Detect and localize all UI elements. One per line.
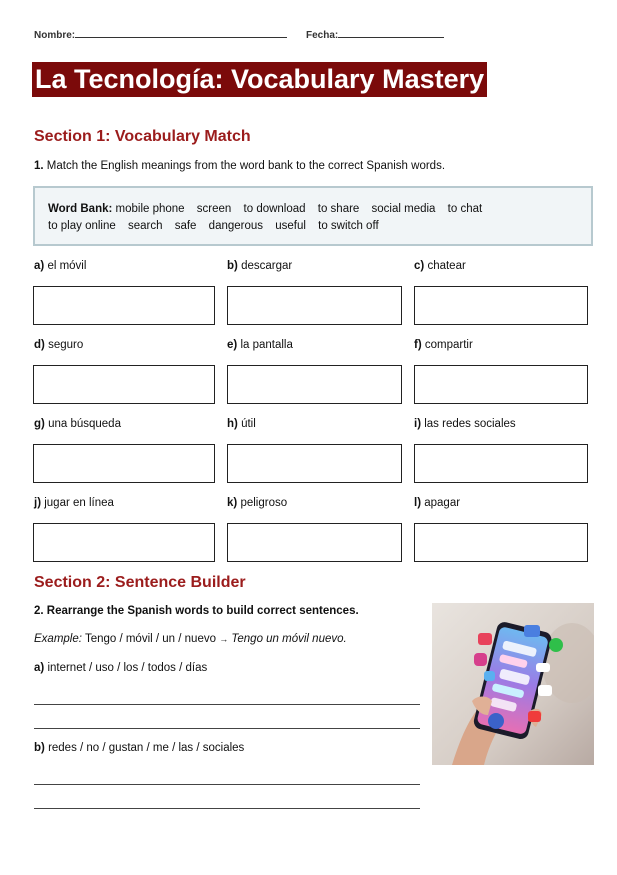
match-item-label	[414, 418, 516, 430]
item-letter: d)	[34, 339, 45, 351]
word-bank-word: safe	[174, 220, 197, 232]
name-line[interactable]	[75, 28, 287, 38]
item-letter: b)	[227, 260, 238, 272]
date-line[interactable]	[338, 28, 444, 38]
item-letter: h)	[227, 418, 238, 430]
item-word: una búsqueda	[48, 418, 121, 430]
item-letter: i)	[414, 418, 422, 430]
item-letter: g)	[34, 418, 45, 430]
instruction-text: Rearrange the Spanish words to build correct sentences.	[46, 605, 359, 617]
item-word: la pantalla	[240, 339, 293, 351]
item-words: internet / uso / los / todos / días	[47, 662, 208, 674]
match-item-label	[34, 260, 86, 272]
item-word: seguro	[48, 339, 84, 351]
item-letter: a)	[34, 662, 45, 674]
item-letter: l)	[414, 497, 422, 509]
item-letter: e)	[227, 339, 238, 351]
date-field	[306, 28, 444, 41]
name-label: Nombre:	[34, 30, 76, 41]
answer-line[interactable]	[34, 704, 420, 705]
item-letter: j)	[34, 497, 42, 509]
item-word: apagar	[424, 497, 461, 509]
word-bank-word: to switch off	[318, 220, 379, 232]
date-label: Fecha:	[306, 30, 339, 41]
answer-box[interactable]	[414, 523, 588, 562]
sentence-item	[34, 742, 244, 754]
item-word: útil	[241, 418, 256, 430]
word-bank-word: mobile phone	[115, 203, 185, 215]
match-item-label	[227, 260, 292, 272]
item-letter: c)	[414, 260, 425, 272]
match-item-label	[227, 418, 256, 430]
answer-box[interactable]	[33, 286, 215, 325]
answer-box[interactable]	[33, 365, 215, 404]
item-word: el móvil	[47, 260, 87, 272]
answer-box[interactable]	[414, 286, 588, 325]
arrow-icon: →	[219, 634, 229, 644]
example-prompt: Tengo / móvil / un / nuevo	[84, 633, 216, 645]
instruction-number: 1.	[34, 160, 44, 172]
phone-illustration	[432, 603, 594, 765]
word-bank-word: to download	[243, 203, 306, 215]
section-2-instruction	[34, 605, 359, 617]
answer-box[interactable]	[227, 444, 402, 483]
item-word: jugar en línea	[44, 497, 114, 509]
phone-photo	[432, 603, 594, 765]
match-item-label	[414, 497, 460, 509]
item-word: peligroso	[240, 497, 288, 509]
instruction-number: 2.	[34, 605, 44, 617]
item-words: redes / no / gustan / me / las / sociales	[48, 742, 245, 754]
name-field	[34, 28, 287, 41]
item-letter: k)	[227, 497, 238, 509]
word-bank-word: to chat	[447, 203, 483, 215]
word-bank-label: Word Bank:	[48, 203, 113, 215]
sentence-item	[34, 662, 207, 674]
word-bank-word: to share	[317, 203, 360, 215]
item-letter: f)	[414, 339, 422, 351]
answer-box[interactable]	[33, 444, 215, 483]
match-item-label	[414, 339, 473, 351]
answer-box[interactable]	[414, 365, 588, 404]
word-bank-word: useful	[275, 220, 306, 232]
answer-box[interactable]	[227, 286, 402, 325]
instruction-text: Match the English meanings from the word bank to the correct Spanish words.	[46, 160, 446, 172]
match-item-label	[34, 339, 83, 351]
example-label: Example:	[34, 633, 82, 645]
answer-box[interactable]	[33, 523, 215, 562]
item-word: chatear	[427, 260, 466, 272]
word-bank-word: social media	[371, 203, 436, 215]
answer-line[interactable]	[34, 808, 420, 809]
answer-box[interactable]	[227, 365, 402, 404]
section-2-heading: Section 2: Sentence Builder	[34, 574, 246, 591]
answer-line[interactable]	[34, 784, 420, 785]
item-word: compartir	[424, 339, 473, 351]
example-answer: Tengo un móvil nuevo.	[231, 633, 347, 645]
answer-box[interactable]	[414, 444, 588, 483]
word-bank-word: search	[127, 220, 163, 232]
answer-box[interactable]	[227, 523, 402, 562]
page-title: La Tecnología: Vocabulary Mastery	[32, 62, 487, 97]
match-item-label	[34, 418, 121, 430]
section-1-heading: Section 1: Vocabulary Match	[34, 128, 251, 145]
match-item-label	[414, 260, 466, 272]
item-word: las redes sociales	[424, 418, 516, 430]
word-bank-word: dangerous	[208, 220, 264, 232]
example-sentence	[34, 633, 347, 645]
word-bank-word: to play online	[48, 220, 116, 232]
item-letter: a)	[34, 260, 45, 272]
item-word: descargar	[241, 260, 293, 272]
section-1-instruction	[34, 160, 445, 172]
match-item-label	[34, 497, 114, 509]
answer-line[interactable]	[34, 728, 420, 729]
word-bank-word: screen	[196, 203, 232, 215]
match-item-label	[227, 339, 293, 351]
item-letter: b)	[34, 742, 45, 754]
match-item-label	[227, 497, 287, 509]
word-bank	[33, 186, 593, 246]
